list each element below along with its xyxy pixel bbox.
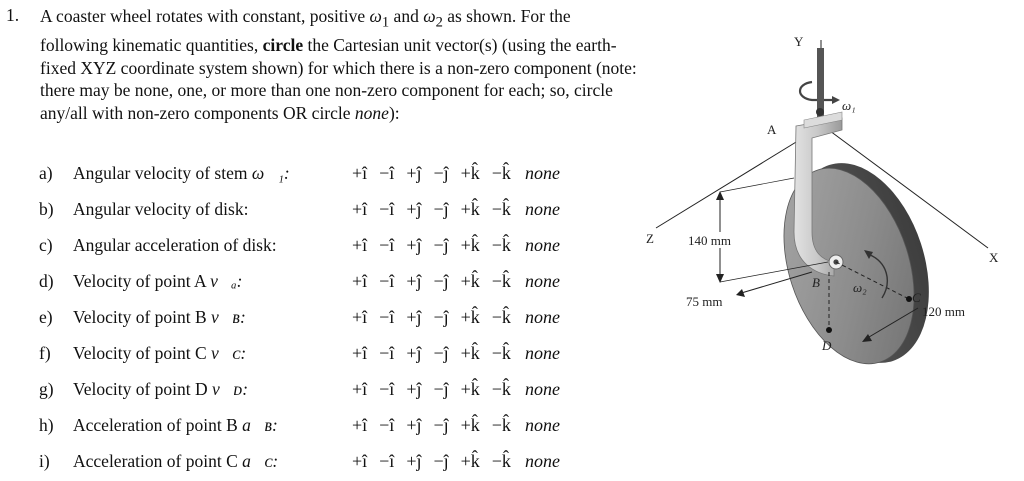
question-symbol: v⃗ʙ: <box>211 307 246 327</box>
option-minus-i[interactable]: −î <box>379 415 395 435</box>
question-description: Velocity of point A <box>73 271 211 291</box>
option-minus-k[interactable]: −k̂ <box>491 343 511 363</box>
option-group <box>352 235 572 256</box>
option-plus-j[interactable]: +ĵ <box>406 271 422 291</box>
problem-number: 1. <box>6 5 20 25</box>
option-minus-j[interactable]: −ĵ <box>433 235 449 255</box>
option-plus-i[interactable]: +î <box>352 343 368 363</box>
omega1-label: ω₁ <box>842 98 856 113</box>
option-minus-k[interactable]: −k̂ <box>491 235 511 255</box>
question-text <box>73 343 246 364</box>
omega2-symbol: ω <box>423 6 436 26</box>
option-minus-i[interactable]: −î <box>379 307 395 327</box>
option-plus-i[interactable]: +î <box>352 163 368 183</box>
option-plus-i[interactable]: +î <box>352 379 368 399</box>
option-minus-i[interactable]: −î <box>379 343 395 363</box>
dim-75-label: 75 mm <box>686 294 723 309</box>
question-label: c) <box>39 235 53 255</box>
question-description: Angular velocity of stem <box>73 163 252 183</box>
question-description: Angular velocity of disk: <box>73 199 249 219</box>
option-minus-k[interactable]: −k̂ <box>491 307 511 327</box>
question-description: Velocity of point C <box>73 343 212 363</box>
option-plus-i[interactable]: +î <box>352 451 368 471</box>
option-plus-k[interactable]: +k̂ <box>460 379 480 399</box>
question-row <box>39 373 639 409</box>
point-d-label: D <box>822 338 832 353</box>
question-description: Acceleration of point B <box>73 415 243 435</box>
option-minus-i[interactable]: −î <box>379 163 395 183</box>
question-text <box>73 307 246 328</box>
question-row <box>39 337 639 373</box>
point-b-label: B <box>812 275 820 290</box>
option-minus-k[interactable]: −k̂ <box>491 199 511 219</box>
question-label: g) <box>39 379 54 399</box>
option-none[interactable]: none <box>524 343 560 363</box>
option-minus-j[interactable]: −ĵ <box>433 415 449 435</box>
x-axis-label: X <box>989 250 999 265</box>
option-minus-j[interactable]: −ĵ <box>433 343 449 363</box>
option-plus-j[interactable]: +ĵ <box>406 451 422 471</box>
question-text <box>73 451 278 472</box>
question-text <box>73 379 248 400</box>
option-plus-j[interactable]: +ĵ <box>406 343 422 363</box>
question-row <box>39 301 639 337</box>
option-group <box>352 379 572 400</box>
question-symbol: ω⃗₁: <box>251 163 290 183</box>
point-a-label: A <box>767 122 777 137</box>
stem-pin <box>816 108 824 116</box>
option-minus-i[interactable]: −î <box>379 199 395 219</box>
option-plus-j[interactable]: +ĵ <box>406 163 422 183</box>
point-d-marker <box>826 327 832 333</box>
question-row <box>39 193 639 229</box>
option-group <box>352 163 572 184</box>
option-none[interactable]: none <box>524 451 560 471</box>
omega1-arrowhead <box>832 96 840 104</box>
question-row <box>39 445 639 481</box>
intro-text: as shown. For the following kinematic quantities, <box>40 6 571 55</box>
intro-text: A coaster wheel rotates with constant, positive <box>40 6 370 26</box>
option-minus-i[interactable]: −î <box>379 271 395 291</box>
question-symbol: v⃗ᴄ: <box>211 343 247 363</box>
option-minus-j[interactable]: −ĵ <box>433 379 449 399</box>
option-minus-j[interactable]: −ĵ <box>433 451 449 471</box>
dim-120-label: 120 mm <box>922 304 965 319</box>
option-plus-j[interactable]: +ĵ <box>406 235 422 255</box>
z-axis-label: Z <box>646 231 654 246</box>
question-row <box>39 265 639 301</box>
question-symbol: a⃗ᴄ: <box>242 451 279 471</box>
option-minus-k[interactable]: −k̂ <box>491 415 511 435</box>
option-plus-i[interactable]: +î <box>352 199 368 219</box>
dim-75-arrow <box>736 289 745 297</box>
option-none[interactable]: none <box>524 379 560 399</box>
dim-140-arrow-top <box>716 191 724 200</box>
question-symbol: a⃗ʙ: <box>242 415 278 435</box>
option-minus-k[interactable]: −k̂ <box>491 271 511 291</box>
question-symbol: v⃗ᴅ: <box>212 379 249 399</box>
question-row <box>39 229 639 265</box>
option-group <box>352 199 572 220</box>
question-description: Velocity of point B <box>73 307 212 327</box>
dim-140-label: 140 mm <box>688 233 731 248</box>
option-plus-i[interactable]: +î <box>352 271 368 291</box>
question-label: a) <box>39 163 53 183</box>
option-none[interactable]: none <box>524 163 560 183</box>
option-none[interactable]: none <box>524 415 560 435</box>
dim-140-ext-top <box>720 178 794 192</box>
question-label: d) <box>39 271 54 291</box>
option-group <box>352 307 572 328</box>
question-description: Velocity of point D <box>73 379 213 399</box>
option-plus-k[interactable]: +k̂ <box>460 199 480 219</box>
option-none[interactable]: none <box>524 307 560 327</box>
circle-emphasis: circle <box>262 35 304 55</box>
option-minus-i[interactable]: −î <box>379 379 395 399</box>
intro-text: ): <box>388 102 400 123</box>
omega1-subscript: 1 <box>381 14 390 31</box>
question-symbol: v⃗ₐ: <box>210 271 243 291</box>
option-plus-j[interactable]: +ĵ <box>406 415 422 435</box>
question-row <box>39 409 639 445</box>
option-plus-k[interactable]: +k̂ <box>460 271 480 291</box>
question-text <box>73 199 248 220</box>
option-plus-i[interactable]: +î <box>352 235 368 255</box>
omega2-subscript: 2 <box>435 14 443 31</box>
option-plus-i[interactable]: +î <box>352 307 368 327</box>
option-minus-i[interactable]: −î <box>379 235 395 255</box>
option-minus-j[interactable]: −ĵ <box>433 307 449 327</box>
option-group <box>352 415 572 436</box>
question-text <box>73 163 290 184</box>
option-minus-i[interactable]: −î <box>379 451 395 471</box>
option-plus-k[interactable]: +k̂ <box>460 451 480 471</box>
question-text <box>73 415 278 436</box>
option-plus-j[interactable]: +ĵ <box>406 307 422 327</box>
option-none[interactable]: none <box>524 199 560 219</box>
problem-statement <box>40 5 640 124</box>
coaster-wheel-diagram <box>636 0 1024 481</box>
question-row <box>39 157 639 193</box>
omega1-symbol: ω <box>369 6 382 26</box>
intro-text: and <box>389 6 424 26</box>
question-label: e) <box>39 307 53 327</box>
y-axis-label: Y <box>794 34 804 49</box>
option-minus-j[interactable]: −ĵ <box>433 163 449 183</box>
option-none[interactable]: none <box>524 235 560 255</box>
option-plus-k[interactable]: +k̂ <box>460 163 480 183</box>
option-plus-j[interactable]: +ĵ <box>406 199 422 219</box>
option-minus-k[interactable]: −k̂ <box>491 163 511 183</box>
option-minus-k[interactable]: −k̂ <box>491 451 511 471</box>
option-plus-j[interactable]: +ĵ <box>406 379 422 399</box>
question-label: f) <box>39 343 51 363</box>
option-none[interactable]: none <box>524 271 560 291</box>
none-emphasis: none <box>354 102 389 123</box>
omega2-label: ω₂ <box>853 280 867 295</box>
question-description: Acceleration of point C <box>73 451 243 471</box>
option-minus-j[interactable]: −ĵ <box>433 199 449 219</box>
option-plus-k[interactable]: +k̂ <box>460 343 480 363</box>
point-c-label: C <box>912 290 921 305</box>
option-group <box>352 271 572 292</box>
option-group <box>352 343 572 364</box>
option-plus-k[interactable]: +k̂ <box>460 235 480 255</box>
option-plus-k[interactable]: +k̂ <box>460 307 480 327</box>
question-text <box>73 271 242 292</box>
question-label: i) <box>39 451 50 471</box>
question-label: h) <box>39 415 54 435</box>
option-plus-i[interactable]: +î <box>352 415 368 435</box>
option-minus-j[interactable]: −ĵ <box>433 271 449 291</box>
option-group <box>352 451 572 472</box>
question-description: Angular acceleration of disk: <box>73 235 277 255</box>
option-minus-k[interactable]: −k̂ <box>491 379 511 399</box>
option-plus-k[interactable]: +k̂ <box>460 415 480 435</box>
question-label: b) <box>39 199 54 219</box>
question-text <box>73 235 277 256</box>
intro-text: the Cartesian unit vector(s) (using the earth-fixed XYZ coordinate system shown) for which there is a non-zero component (note: there may be none, one, or more than one non-zero component for each; so, circle any/all with non-zero components OR circle <box>40 35 637 123</box>
omega1-rotation-arrow <box>800 82 832 100</box>
